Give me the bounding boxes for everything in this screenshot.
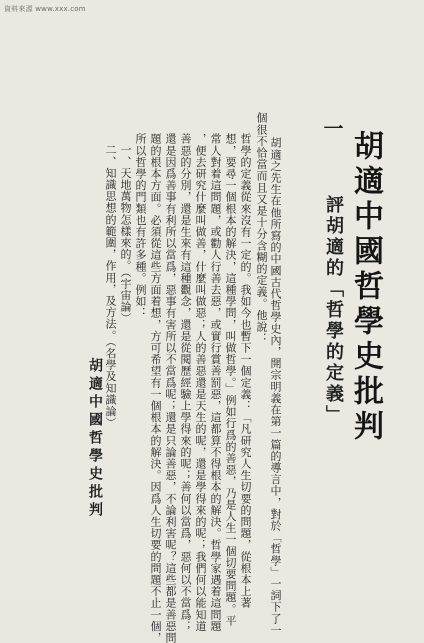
body-column: 所以哲學的門類也有許多種。例如：	[134, 133, 147, 319]
section-title: 評胡適的「哲學的定義」	[323, 195, 344, 426]
body-column: 哲學的定義從來沒有一定的。我如今也暫下一個定義：「凡研究人生切要的問題，從根本上著	[239, 133, 252, 609]
body-column: 二、知識思想的範圍，作用，及方法。（名學及知識論）	[104, 144, 117, 429]
body-column: 一、天地萬物怎樣來的。（宇宙論）	[119, 144, 132, 325]
book-title: 胡適中國哲學史批判	[348, 130, 383, 445]
body-column: 常人對着這問題，或勸人行善去惡，或實行賞善罰惡，這都算不得根本的解決。哲學家遇着這問題	[209, 133, 222, 632]
body-column: 胡適之先生在他所寫的中國古代哲學史內，開宗明義在第一篇的導言中，對於「哲學」一詞下了一	[269, 137, 282, 636]
body-column: 想，要尋一個根本的解決，這種學問，叫做哲學。」例如行爲的善惡，乃是人生一個切要問題。平	[224, 133, 237, 627]
body-column: 善惡的分別，還是生來有這種觀念，還是從閱歷經驗上學得來的呢；善何以當爲，惡何以不當爲；	[179, 133, 192, 632]
running-title: 胡適中國哲學史批判	[87, 358, 103, 520]
body-column: 題的根本方面。必須從這些方面着想，方可希望有一個根本的解決。因爲人生切要的問題不止一個，	[149, 133, 162, 643]
body-column: 個很不恰當而且又是十分含糊的定義。他說：	[255, 112, 268, 344]
section-number: 一	[320, 118, 344, 138]
source-stamp: 資料來源 www.xxx.com	[4, 5, 86, 13]
body-column: ，便去研究什麼叫做善，什麼叫做惡；人的善惡還是天生的呢，還是學得來的呢；我們何以能知道	[194, 133, 207, 632]
body-column: 還是因爲善事有利所以當爲，惡事有害所以不當爲呢；還是只論善惡，不論利害呢？這些都是善惡問	[164, 133, 177, 643]
